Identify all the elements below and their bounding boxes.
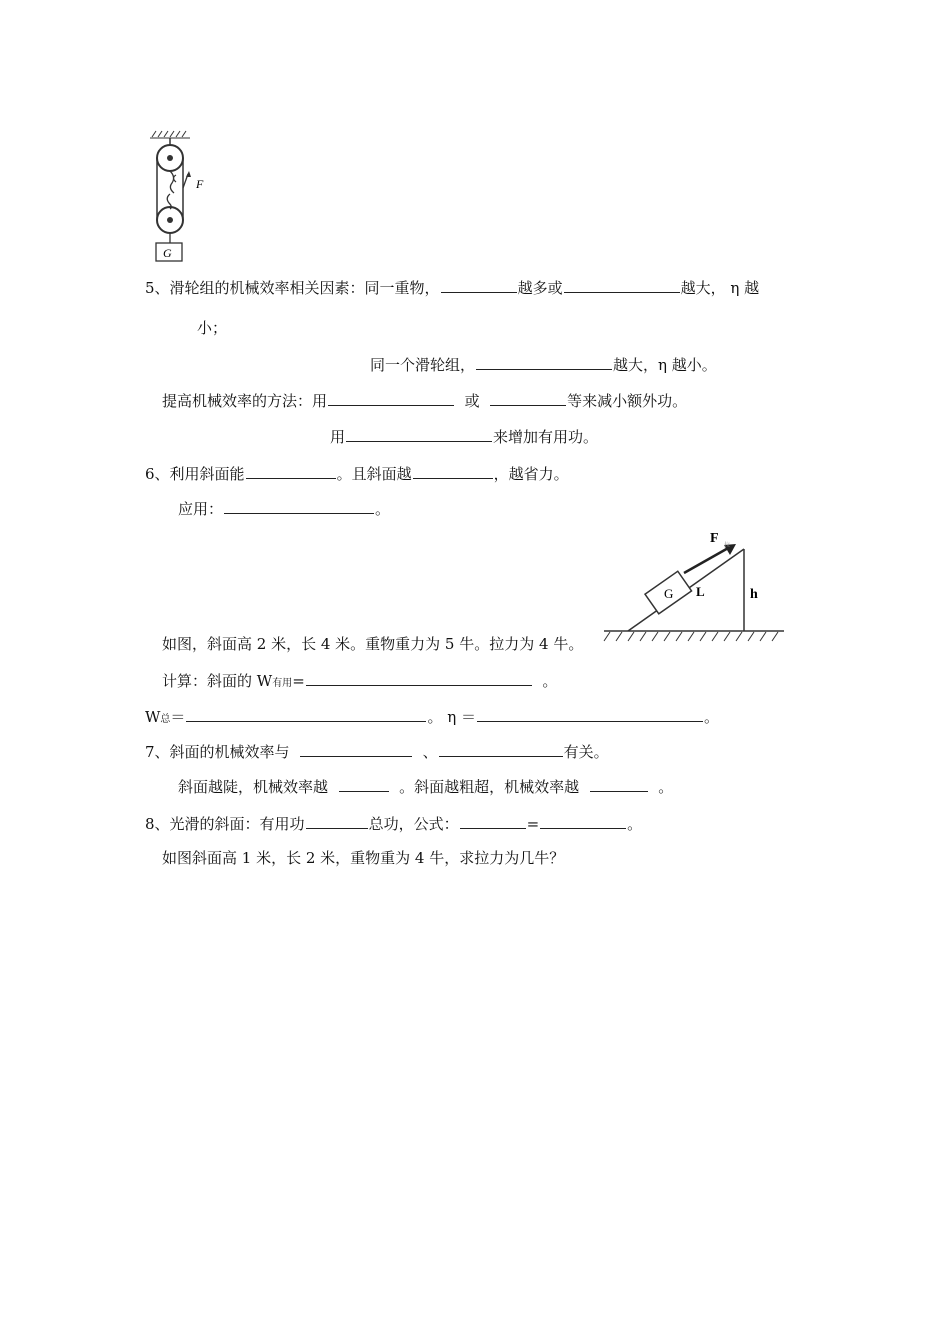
q6-line-2: 应用： 。 <box>178 500 391 518</box>
blank[interactable] <box>339 776 389 792</box>
q5-line-1: 5、滑轮组的机械效率相关因素：同一重物， 越多或 越大， η 越 <box>145 279 760 297</box>
blank[interactable] <box>441 277 517 293</box>
ceiling-hatch <box>150 131 190 138</box>
blank[interactable] <box>300 741 412 757</box>
pulley-weight-label: G <box>163 246 172 260</box>
q6-line-4: 计算：斜面的 W有用= 。 <box>162 672 558 690</box>
q5-number: 5、 <box>145 279 170 297</box>
q8-line-2: 如图斜面高 1 米，长 2 米，重物重为 4 牛，求拉力为几牛？ <box>162 849 565 867</box>
blank[interactable] <box>413 463 493 479</box>
incline-diagram <box>600 525 790 650</box>
blank[interactable] <box>224 498 374 514</box>
q5-line-5: 用 来增加有用功。 <box>330 428 599 446</box>
q6-number: 6、 <box>145 465 170 483</box>
incline-height-label: h <box>750 587 758 602</box>
incline-block-label: G <box>664 586 674 601</box>
incline-force-sub: 拉 <box>724 542 731 549</box>
q5-line-3: 同一个滑轮组， 越大，η 越小。 <box>370 356 717 374</box>
incline-length-label: L <box>696 584 705 599</box>
pulley-force-label: F <box>196 177 204 191</box>
blank[interactable] <box>590 776 648 792</box>
q7-number: 7、 <box>145 743 170 761</box>
blank[interactable] <box>306 813 368 829</box>
blank[interactable] <box>439 741 563 757</box>
q7-line-1: 7、斜面的机械效率与 、 有关。 <box>145 743 609 761</box>
q7-line-2: 斜面越陡，机械效率越 。斜面越粗超，机械效率越 。 <box>178 778 674 796</box>
blank[interactable] <box>306 670 532 686</box>
q5-line-4: 提高机械效率的方法：用 或 等来减小额外功。 <box>162 392 688 410</box>
blank[interactable] <box>540 813 626 829</box>
q5-line-2: 小； <box>197 319 228 337</box>
q6-line-1: 6、利用斜面能 。且斜面越 ，越省力。 <box>145 465 569 483</box>
blank[interactable] <box>346 426 492 442</box>
blank[interactable] <box>328 390 454 406</box>
q6-line-3: 如图，斜面高 2 米，长 4 米。重物重力为 5 牛。拉力为 4 牛。 <box>162 635 584 653</box>
incline-force-label: F <box>710 531 719 546</box>
blank[interactable] <box>186 706 426 722</box>
blank[interactable] <box>476 354 612 370</box>
blank[interactable] <box>490 390 566 406</box>
blank[interactable] <box>477 706 703 722</box>
q8-number: 8、 <box>145 815 170 833</box>
blank[interactable] <box>246 463 336 479</box>
force-arrow <box>684 547 730 573</box>
blank[interactable] <box>564 277 680 293</box>
blank[interactable] <box>460 813 526 829</box>
q6-line-5: W总＝ 。 η ＝ 。 <box>145 708 719 726</box>
q8-line-1: 8、光滑的斜面：有用功 总功，公式： = 。 <box>145 815 643 833</box>
pulley-diagram <box>140 128 230 268</box>
